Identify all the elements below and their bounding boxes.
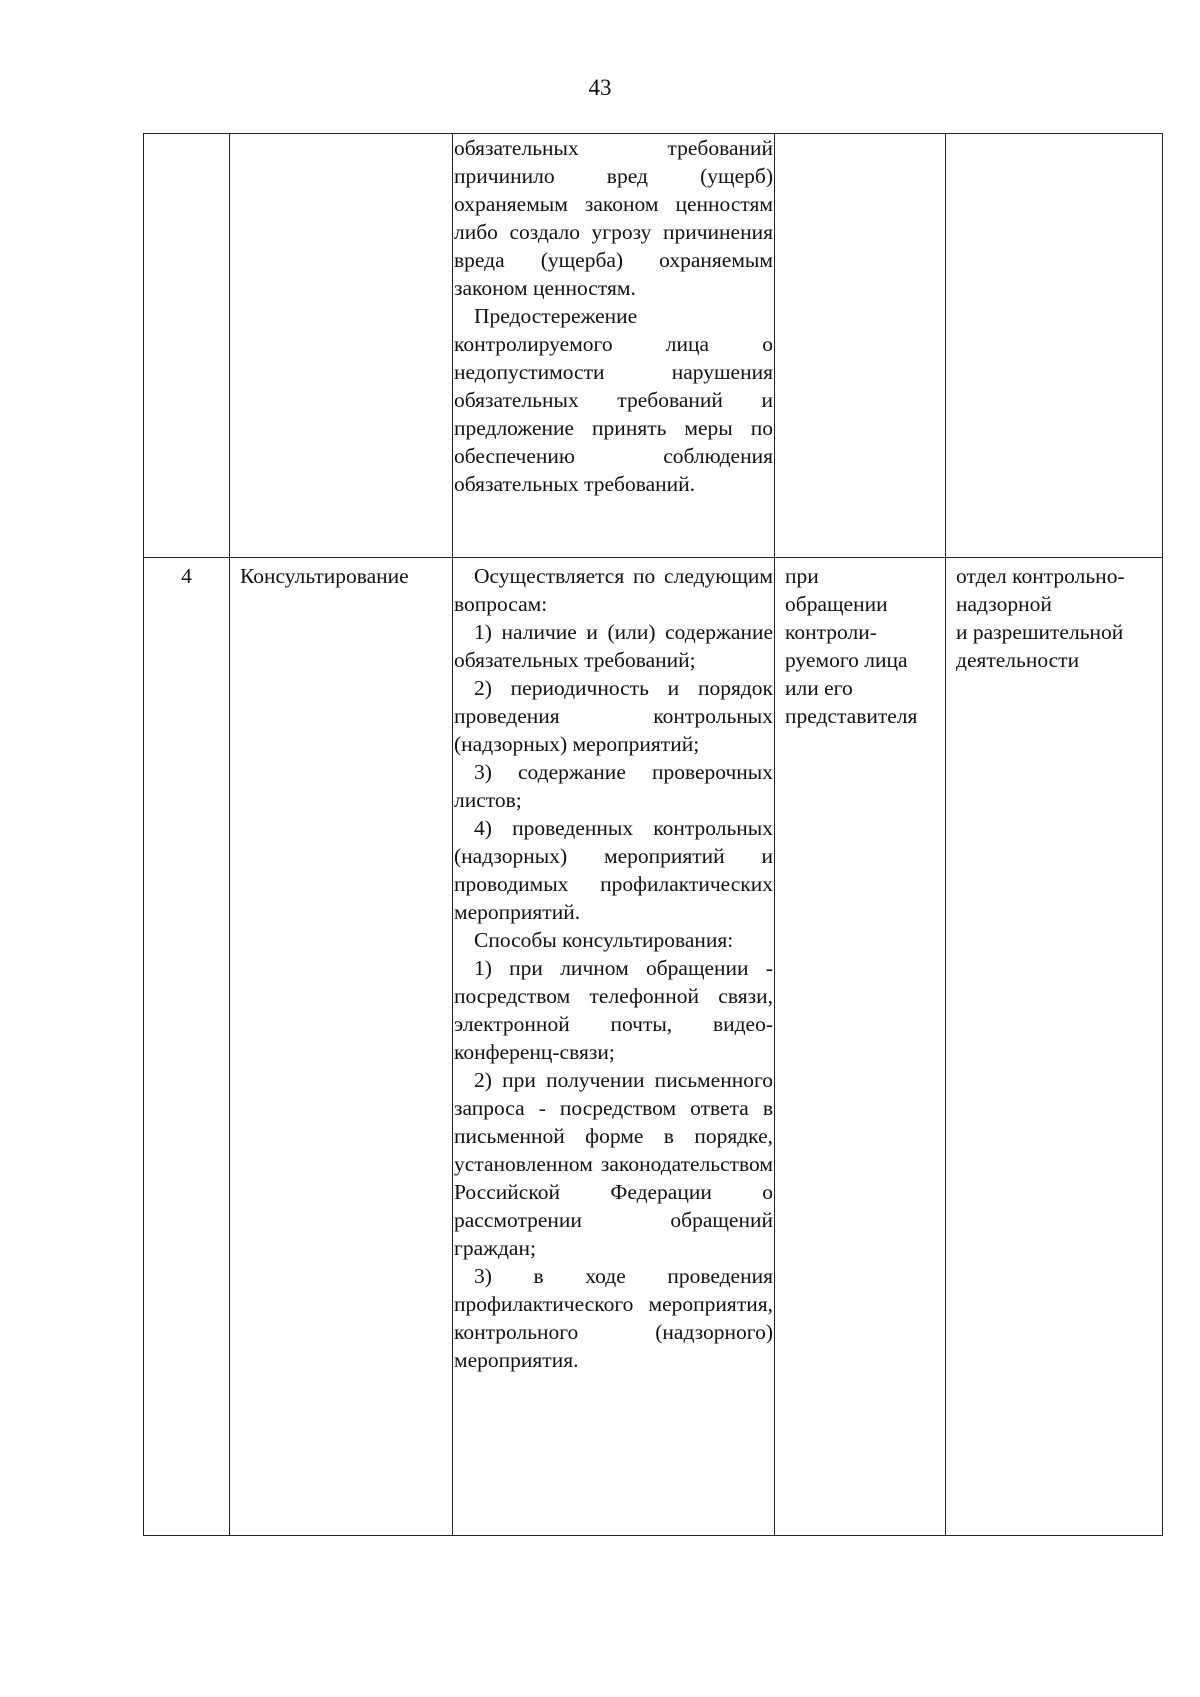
table-row-consulting (144, 558, 1163, 1536)
measures-table (143, 133, 1163, 1536)
description-paragraph: 1) наличие и (или) содержание обязательных требований; (454, 620, 773, 672)
timing-line: обращении (785, 592, 888, 616)
cell-timing-empty (775, 134, 946, 558)
responsible-line: деятельности (956, 648, 1080, 672)
description-paragraph: 2) периодичность и порядок проведения контрольных (надзорных) мероприятий; (454, 676, 773, 756)
responsible-line: и разрешительной (956, 620, 1124, 644)
cell-description-continuation (453, 134, 775, 558)
description-paragraph: Осуществляется по следующим вопросам: (454, 564, 773, 616)
table-row-continuation (144, 134, 1163, 558)
description-paragraph: 2) при получении письменного запроса - посредством ответа в письменной форме в порядке, установленном законодательством Российской Федерации о рассмотрении обращений граждан; (454, 1068, 773, 1260)
description-paragraph: 3) в ходе проведения профилактического мероприятия, контрольного (надзорного) мероприятия. (454, 1264, 773, 1372)
cell-measure-name: Консультирование (230, 558, 453, 1536)
cell-number: 4 (144, 558, 230, 1536)
description-paragraph: 1) при личном обращении - посредством телефонной связи, электронной почты, видео-конференц-связи; (454, 956, 773, 1064)
timing-line: представителя (785, 704, 918, 728)
cell-responsible (946, 558, 1163, 1536)
responsible-line: отдел контрольно- (956, 564, 1125, 588)
page-number: 43 (588, 75, 612, 100)
timing-line: или его (785, 676, 853, 700)
cell-responsible-empty (946, 134, 1163, 558)
cell-description (453, 558, 775, 1536)
cell-number-empty (144, 134, 230, 558)
description-paragraph: 3) содержание проверочных листов; (454, 760, 773, 812)
description-paragraph: Способы консультирования: (474, 928, 734, 952)
cell-name-empty (230, 134, 453, 558)
responsible-line: надзорной (956, 592, 1052, 616)
description-paragraph: Предостережение контролируемого лица о недопустимости нарушения обязательных требований и предложение принять меры по обеспечению соблюдения обязательных требований. (454, 304, 773, 496)
description-paragraph: 4) проведенных контрольных (надзорных) мероприятий и проводимых профилактических мероприятий. (454, 816, 773, 924)
timing-line: контроли- (785, 620, 877, 644)
timing-line: руемого лица (785, 648, 908, 672)
description-paragraph: обязательных требований причинило вред (ущерб) охраняемым законом ценностям либо создало угрозу причинения вреда (ущерба) охраняемым законом ценностям. (454, 136, 773, 300)
timing-line: при (785, 564, 819, 588)
cell-timing (775, 558, 946, 1536)
